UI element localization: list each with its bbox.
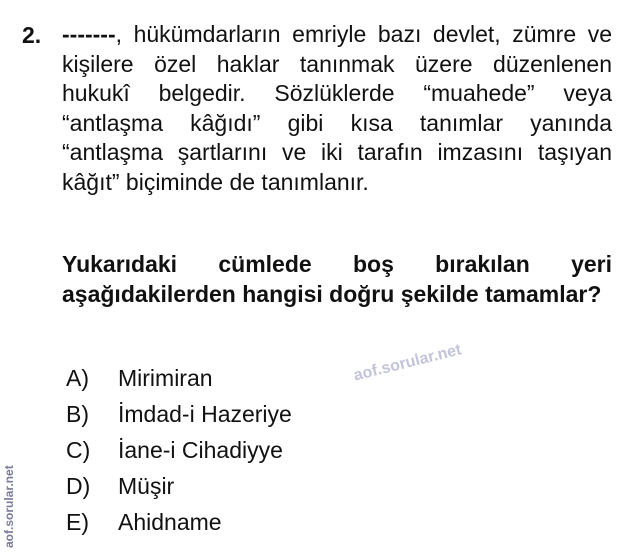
option-text: Ahidname — [118, 509, 222, 535]
question-stem — [62, 20, 612, 197]
option-a[interactable] — [66, 360, 292, 396]
answer-options — [66, 360, 292, 540]
option-e[interactable] — [66, 504, 292, 540]
option-letter: B) — [66, 401, 89, 427]
option-b[interactable] — [66, 396, 292, 432]
center-watermark: aof.sorular.net — [352, 341, 464, 385]
option-text: İmdad-i Hazeriye — [118, 401, 292, 427]
option-d[interactable] — [66, 468, 292, 504]
question-prompt: Yukarıdaki cümlede boş bırakılan yeri aşağıdakilerden hangisi doğru şekilde tamamlar? — [62, 251, 612, 307]
blank-placeholder: ------- — [62, 21, 116, 47]
option-letter: D) — [66, 473, 91, 499]
question-number: 2. — [22, 22, 42, 48]
option-text: İane-i Cihadiyye — [118, 437, 283, 463]
option-letter: C) — [66, 437, 91, 463]
option-letter: E) — [66, 509, 89, 535]
option-text: Müşir — [118, 473, 175, 499]
side-watermark: aof.sorular.net — [2, 465, 16, 548]
option-text: Mirimiran — [118, 365, 213, 391]
stem-text: , hükümdarların emriyle bazı devlet, zümre ve kişilere özel haklar tanınmak üzere düzenlenen hukukî belgedir. Sözlüklerde “muahede” veya “antlaşma kâğıdı” gibi kısa tanımlar yanında “antlaşma şartlarını ve iki tarafın imzasını taşıyan kâğıt” biçiminde de tanımlanır. — [62, 21, 612, 195]
option-letter: A) — [66, 365, 89, 391]
option-c[interactable] — [66, 432, 292, 468]
